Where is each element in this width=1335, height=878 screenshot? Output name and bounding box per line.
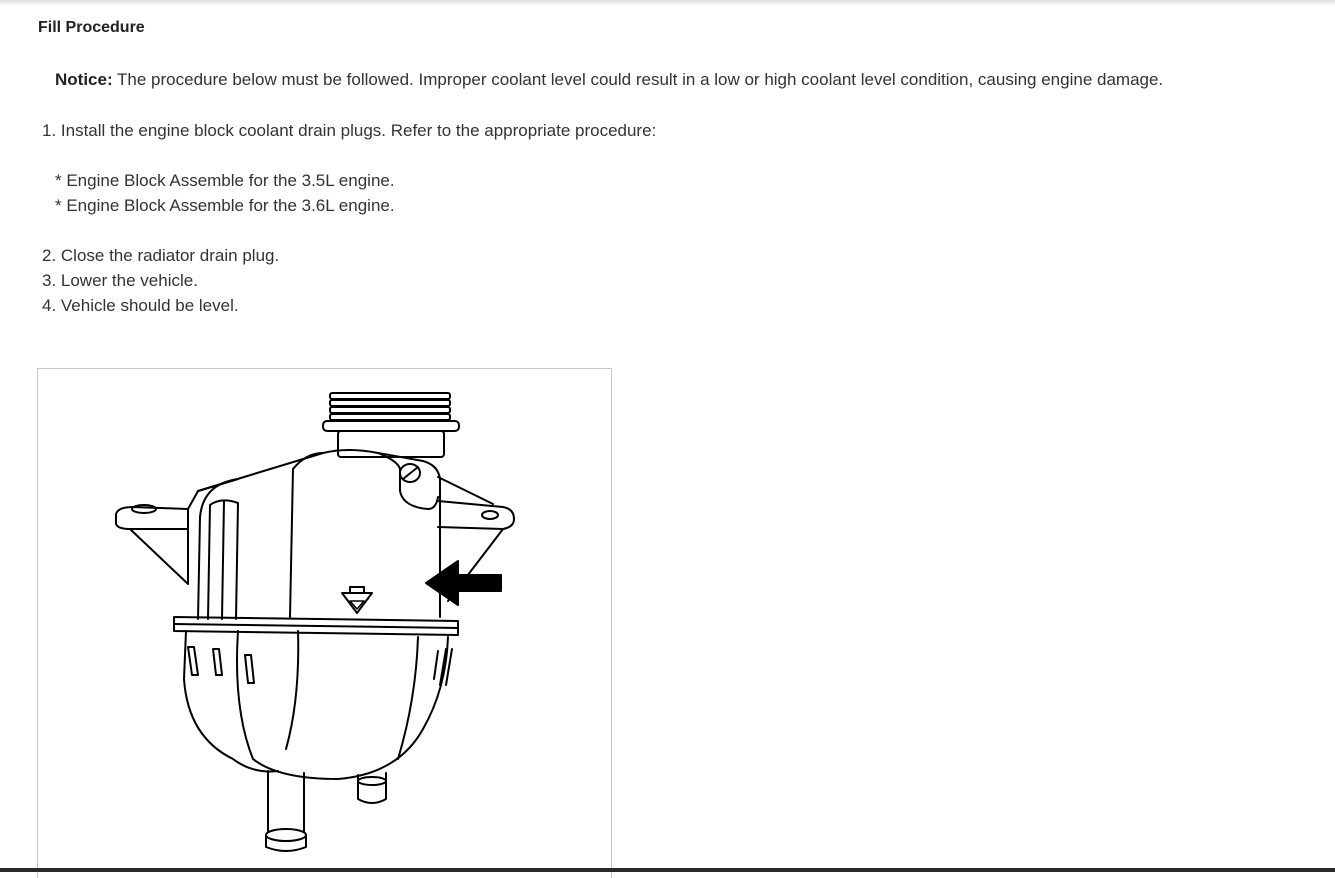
cap <box>323 393 459 457</box>
pointer-arrow <box>426 561 501 605</box>
step-1: 1. Install the engine block coolant drain plugs. Refer to the appropriate procedure: <box>42 121 657 140</box>
notice-paragraph <box>55 70 1163 90</box>
step-3: 3. Lower the vehicle. <box>42 271 198 290</box>
outlet-pipes <box>266 771 386 851</box>
tank-lower-bowl <box>184 631 452 779</box>
coolant-reservoir-illustration <box>38 369 612 878</box>
bottom-bar <box>0 868 1335 872</box>
top-shadow <box>0 0 1335 6</box>
notice-label: Notice: <box>55 70 113 89</box>
sub-step-3-6l: * Engine Block Assemble for the 3.6L engine. <box>55 196 395 215</box>
coolant-reservoir-figure <box>37 368 612 878</box>
sub-step-3-5l: * Engine Block Assemble for the 3.5L engine. <box>55 171 395 190</box>
fill-level-mark <box>342 587 372 613</box>
tank-upper-body <box>198 450 440 619</box>
left-bracket <box>116 479 238 584</box>
notice-text: The procedure below must be followed. Improper coolant level could result in a low or high coolant level condition, causing engine damage. <box>112 70 1164 89</box>
step-2: 2. Close the radiator drain plug. <box>42 246 280 265</box>
section-heading: Fill Procedure <box>38 19 145 36</box>
tank-mid-band <box>174 617 458 635</box>
step-4: 4. Vehicle should be level. <box>42 296 239 315</box>
